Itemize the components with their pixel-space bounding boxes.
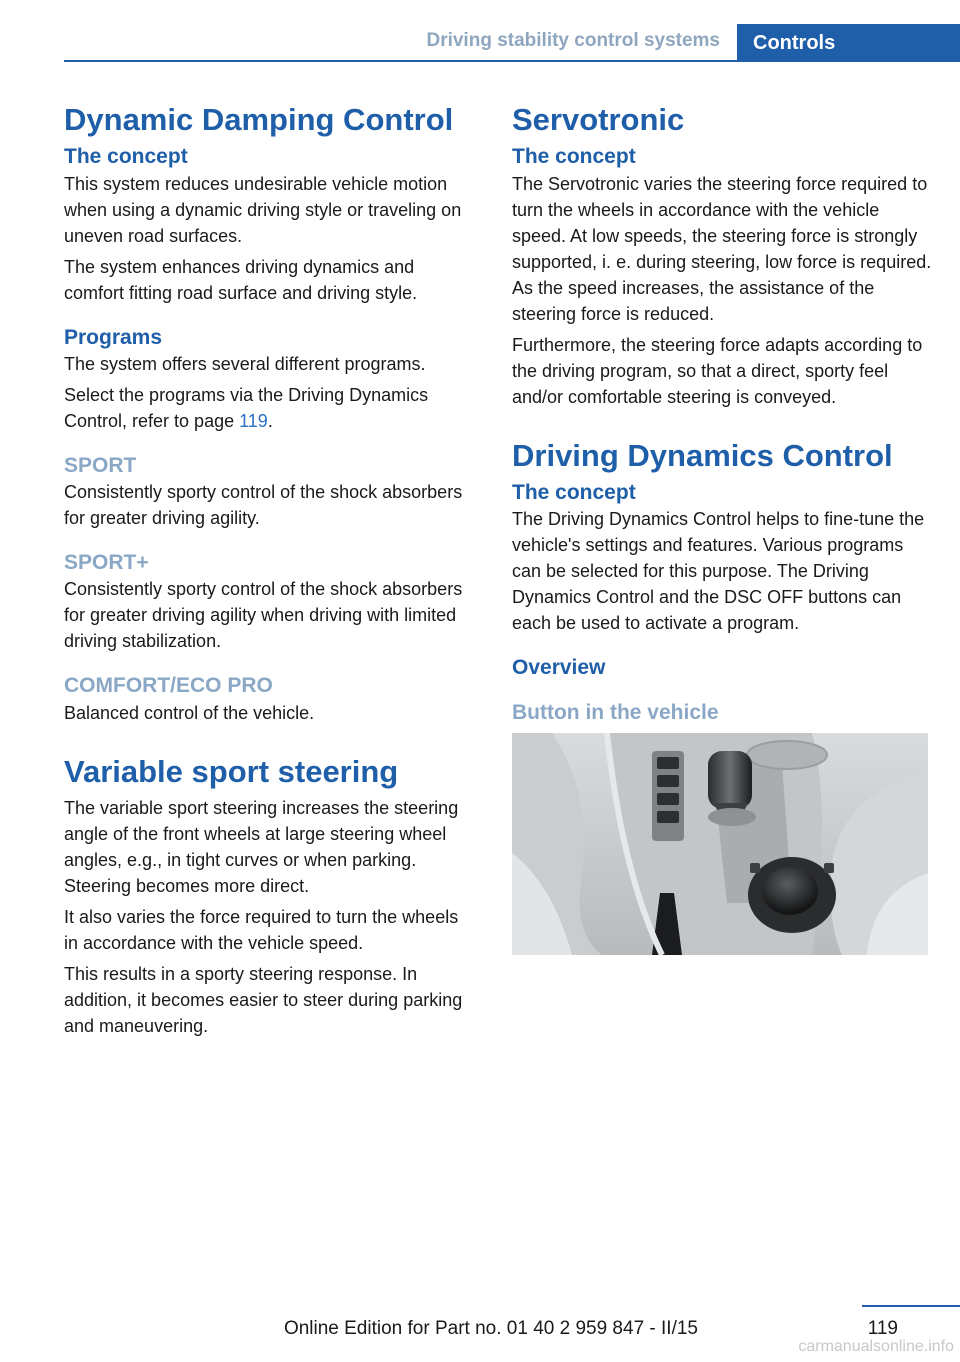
running-header-section: Driving stability control systems	[426, 30, 720, 51]
vss-title: Variable sport steering	[64, 753, 399, 789]
edition-text: Online Edition for Part no. 01 40 2 959 847 - II/15	[283, 1318, 698, 1339]
ddctrl-paragraph-1: The Driving Dynamics Control helps to fine-tune the vehicle's settings and features. Various programs can be selected for this purpose. The Driving Dynamics Control and the DSC OFF buttons can each be used to activate a program.	[512, 509, 925, 634]
ddc-concept-heading: The concept	[64, 145, 188, 169]
ddctrl-concept-heading: The concept	[512, 480, 636, 504]
programs-text: Select the programs via the Driving Dynamics Control, refer to page	[64, 384, 429, 431]
sport-plus-heading: SPORT+	[64, 551, 149, 575]
ddc-paragraph-2: The system enhances driving dynamics and comfort fitting road surface and driving style.	[64, 256, 418, 303]
overview-heading: Overview	[512, 656, 606, 680]
header-rule	[64, 60, 960, 62]
ddctrl-title: Driving Dynamics Control	[512, 437, 893, 473]
vss-paragraph-1: The variable sport steering increases the steering angle of the front wheels at large steering wheel angles, e.g., in tight curves or when parking. Steering becomes more direct.	[64, 798, 459, 897]
servotronic-concept-heading: The concept	[512, 145, 636, 169]
button-in-vehicle-heading: Button in the vehicle	[512, 701, 719, 725]
servotronic-title: Servotronic	[512, 102, 685, 137]
center-console-image	[512, 733, 928, 955]
programs-heading: Programs	[64, 325, 163, 349]
vss-paragraph-3: This results in a sporty steering response. In addition, it becomes easier to steer during parking and maneuvering.	[64, 964, 463, 1037]
servotronic-paragraph-1: The Servotronic varies the steering force required to turn the wheels in accordance with the vehicle speed. At low speeds, the steering force is strongly supported, i. e. during steering, low force is required. As the speed increases, the assistance of the steering force is reduced.	[512, 173, 932, 324]
sport-plus-text: Consistently sporty control of the shock absorbers for greater driving agility when driving with limited driving stabilization.	[64, 579, 463, 652]
programs-period: .	[267, 410, 273, 431]
ddc-title: Dynamic Damping Control	[64, 102, 454, 137]
page-reference-link[interactable]: 119	[239, 410, 268, 431]
vss-paragraph-2: It also varies the force required to turn the wheels in accordance with the vehicle speed.	[64, 907, 459, 954]
servotronic-paragraph-2: Furthermore, the steering force adapts according to the driving program, so that a direct, sporty feel and/or comfortable steering is conveyed.	[512, 334, 923, 407]
footer-rule	[862, 1305, 960, 1307]
right-column	[512, 100, 932, 955]
watermark: carmanualsonline.info	[798, 1338, 954, 1355]
page-number: 119	[867, 1318, 898, 1339]
programs-paragraph-1: The system offers several different programs.	[64, 353, 426, 374]
sport-text: Consistently sporty control of the shock absorbers for greater driving agility.	[64, 482, 463, 529]
running-header-tab: Controls	[737, 24, 960, 62]
ddc-paragraph-1: This system reduces undesirable vehicle motion when using a dynamic driving style or traveling on uneven road surfaces.	[64, 173, 462, 246]
left-column	[64, 100, 474, 1039]
comfort-text: Balanced control of the vehicle.	[64, 702, 315, 723]
comfort-heading: COMFORT/ECO PRO	[64, 674, 273, 698]
sport-heading: SPORT	[64, 453, 137, 477]
programs-paragraph-2	[64, 382, 474, 434]
